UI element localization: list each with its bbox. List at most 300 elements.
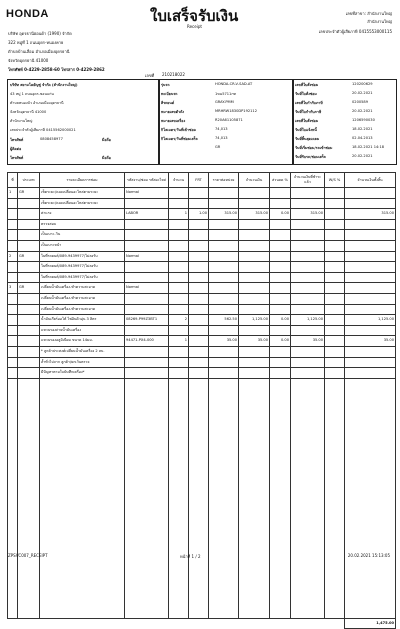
table-cell: ตรวจสอบ (40, 219, 125, 230)
table-cell (239, 304, 270, 315)
table-cell (270, 219, 291, 230)
table-row (8, 262, 396, 273)
table-cell (8, 209, 18, 220)
order-label: วันที่สิ้นสุดเคลม (295, 137, 320, 141)
table-cell (18, 304, 40, 315)
table-cell (209, 219, 239, 230)
table-cell (291, 283, 325, 294)
table-cell: 08269-P99Z3BT1 (125, 315, 169, 326)
table-cell (209, 230, 239, 241)
col-header: ส่วนลด % (270, 173, 291, 188)
table-row (8, 188, 396, 199)
vehicle-value: 74,013 (215, 136, 228, 140)
table-cell (189, 188, 209, 199)
company-line: บริษัท อุดรธานีฮอนด้า (1990) จำกัด (8, 31, 72, 36)
table-row (8, 230, 396, 241)
table-cell: น้ำมันเกียร์ออโต้ ไฟอินดิวอุ่น 3 ลิตร (40, 315, 125, 326)
table-cell (8, 346, 18, 357)
table-cell (8, 325, 18, 336)
table-cell (239, 240, 270, 251)
table-cell (345, 240, 396, 251)
table-cell (345, 293, 396, 304)
table-cell (291, 346, 325, 357)
table-cell (291, 304, 325, 315)
table-cell (18, 368, 40, 379)
order-value: 02.04.2013 (352, 136, 373, 140)
customer-line: สำนักงานใหญ่ (10, 119, 33, 123)
table-cell: เป็นเบาะหน้า (40, 240, 125, 251)
table-cell (270, 230, 291, 241)
table-cell (270, 272, 291, 283)
company-line: จังหวัดอุดรธานี 41000 (8, 58, 49, 63)
table-cell (125, 293, 169, 304)
table-cell (189, 230, 209, 241)
table-cell: ค่าแรง (40, 209, 125, 220)
table-row (8, 325, 396, 336)
table-cell (209, 357, 239, 368)
table-cell (291, 251, 325, 262)
col-header: ที่ (8, 173, 18, 188)
customer-line: ตำบลหนองบัว อำเภอเมืองอุดรธานี (10, 101, 64, 105)
table-cell (189, 336, 209, 347)
table-cell (325, 209, 345, 220)
col-header: จำนวน (169, 173, 189, 188)
table-row (8, 368, 396, 379)
table-cell (125, 368, 169, 379)
table-cell (169, 357, 189, 368)
table-cell (189, 240, 209, 251)
table-cell (209, 272, 239, 283)
order-value: 20.02.2021 (352, 91, 373, 95)
table-cell (125, 198, 169, 209)
table-cell: 1,125.00 (345, 315, 396, 326)
table-cell: 2 (169, 315, 189, 326)
col-header: ราคาต่อหน่วย (209, 173, 239, 188)
table-cell (239, 368, 270, 379)
table-cell (189, 357, 209, 368)
table-cell: แหวนรองถ่ายน้ำมันเครื่อง (40, 325, 125, 336)
table-cell (169, 272, 189, 283)
order-label: วันที่เริ่มซ่อม/รถเข้าซ่อม (295, 146, 333, 150)
document-subtitle: Receipt (187, 24, 202, 29)
table-cell (18, 293, 40, 304)
col-header: ประเภท (18, 173, 40, 188)
table-cell: GR (18, 251, 40, 262)
table-cell (239, 219, 270, 230)
table-row (8, 240, 396, 251)
page-number: หน้าที่ 1 / 2 (180, 554, 201, 559)
table-cell (189, 219, 209, 230)
table-cell (209, 346, 239, 357)
table-cell: ล้ำทั่วไปจาก ลูกค้า/ยกเว้นตรวจ (40, 357, 125, 368)
table-row (8, 198, 396, 209)
table-cell (270, 357, 291, 368)
table-cell (345, 219, 396, 230)
table-cell (169, 283, 189, 294)
table-cell (189, 283, 209, 294)
document-title: ใบเสร็จรับเงิน (150, 9, 239, 25)
table-cell: 0.00 (270, 209, 291, 220)
table-cell: 2 (8, 251, 18, 262)
table-cell (8, 357, 18, 368)
doc-no: 210218022 (162, 72, 185, 77)
table-cell (18, 262, 40, 273)
branch-line: เลขที่สาขา: สำนักงานใหญ่ (345, 11, 392, 16)
table-cell (189, 262, 209, 273)
table-cell (18, 240, 40, 251)
table-cell (125, 325, 169, 336)
table-cell (291, 272, 325, 283)
table-cell (8, 293, 18, 304)
table-cell: 1 (8, 188, 18, 199)
table-cell (270, 368, 291, 379)
order-label: วันที่รับรถ/ซ่อมเสร็จ (295, 155, 326, 159)
contact-label: ผู้ติดต่อ (10, 147, 22, 151)
customer-line: 43 หมู่ 1 ถนนอุดร-ขอนแก่น (10, 92, 54, 96)
table-cell (325, 346, 345, 357)
table-cell: 1 (169, 209, 189, 220)
table-cell (189, 198, 209, 209)
table-cell (8, 272, 18, 283)
table-cell: Normal (125, 283, 169, 294)
vehicle-value: HONDA-CR-V-SAD-AT (215, 82, 253, 86)
table-cell (169, 325, 189, 336)
table-cell (270, 262, 291, 273)
table-cell (18, 230, 40, 241)
table-cell (169, 219, 189, 230)
table-cell (325, 262, 345, 273)
table-row (8, 304, 396, 315)
table-cell: 3 (8, 283, 18, 294)
table-cell (18, 357, 40, 368)
table-cell (189, 325, 209, 336)
phone-label: โทรศัพท์ (10, 138, 24, 142)
table-cell (125, 230, 169, 241)
table-cell: เช็คระยะ/ถอดเปลี่ยนอะไหล่ตามระยะ (40, 188, 125, 199)
table-cell (270, 325, 291, 336)
table-cell (125, 304, 169, 315)
table-cell: GR (18, 283, 40, 294)
table-row (8, 293, 396, 304)
table-cell (169, 293, 189, 304)
table-cell (325, 240, 345, 251)
table-cell (209, 198, 239, 209)
table-cell (125, 262, 169, 273)
table-row (8, 283, 396, 294)
table-cell (239, 325, 270, 336)
table-cell: 35.00 (291, 336, 325, 347)
table-cell (125, 346, 169, 357)
customer-line: บริษัท สยามโคยัญชู่ จำกัด (สำนักงานใหญ่) (10, 83, 78, 87)
table-cell (239, 293, 270, 304)
table-cell (169, 262, 189, 273)
table-cell: Normal (125, 251, 169, 262)
table-row (8, 315, 396, 326)
table-cell (270, 188, 291, 199)
table-cell: 562.50 (209, 315, 239, 326)
table-cell (325, 230, 345, 241)
customer-line: เลขประจำตัวผู้เสียภาษี 0415562000021 (10, 128, 76, 132)
table-cell (291, 325, 325, 336)
table-cell (189, 315, 209, 326)
table-cell: 0.00 (270, 336, 291, 347)
table-cell: แหวนรองอลูมิเนียม ขนาด 14มม. (40, 336, 125, 347)
col-header: จำนวนเงินที่ชำระแล้ว (291, 173, 325, 188)
col-header: จำนวนเงิน (239, 173, 270, 188)
table-cell (345, 262, 396, 273)
order-label: วันที่ใบแจ้งหนี้ (295, 128, 317, 132)
order-label: เลขที่ใบสั่งซ่อม (295, 83, 319, 87)
table-filler-row (8, 378, 396, 618)
table-cell (291, 240, 325, 251)
table-cell (270, 283, 291, 294)
table-row (8, 357, 396, 368)
table-cell: มีปัญหาตามใบบันทึกเครื่อง* (40, 368, 125, 379)
col-header: FRT (189, 173, 209, 188)
table-cell (189, 272, 209, 283)
table-cell (8, 315, 18, 326)
table-cell (189, 368, 209, 379)
table-cell (270, 240, 291, 251)
table-cell (325, 304, 345, 315)
table-cell (325, 251, 345, 262)
table-cell: 315.00 (291, 209, 325, 220)
vehicle-status: GR (215, 145, 221, 149)
table-cell: Normal (125, 188, 169, 199)
table-cell (18, 209, 40, 220)
table-cell (125, 272, 169, 283)
table-cell (169, 368, 189, 379)
table-cell (18, 325, 40, 336)
table-cell: LABOR (125, 209, 169, 220)
table-cell (209, 304, 239, 315)
order-label: วันที่ใบสั่งซ่อม (295, 92, 317, 96)
table-cell (189, 304, 209, 315)
table-cell (169, 188, 189, 199)
table-cell (189, 251, 209, 262)
table-cell (291, 198, 325, 209)
vehicle-value: 74,013 (215, 127, 228, 131)
table-cell: 1.00 (189, 209, 209, 220)
vehicle-value: GRAY-PMM (215, 100, 234, 104)
company-line: 322 หมู่ที่ 1 ถนนอุดร-หนองคาย (8, 40, 64, 45)
table-cell (169, 251, 189, 262)
table-cell (209, 368, 239, 379)
table-cell (18, 315, 40, 326)
vehicle-label: หมายเลขตัวถัง (161, 110, 185, 114)
table-cell (8, 368, 18, 379)
table-cell (18, 336, 40, 347)
table-cell (325, 357, 345, 368)
table-cell (345, 283, 396, 294)
order-label: เลขที่ใบกำกับภาษี (295, 101, 323, 105)
order-value: 18.02.2021 (352, 127, 373, 131)
col-header: จำนวนเงินทั้งสิ้น (345, 173, 396, 188)
table-cell (291, 188, 325, 199)
table-row (8, 336, 396, 347)
table-cell (8, 219, 18, 230)
table-cell (239, 283, 270, 294)
table-cell: ในที่รถยนต์/089-9439977/ไม่ลงรับ (40, 251, 125, 262)
order-value: 0200589 (352, 100, 369, 104)
table-cell: เปลี่ยนน้ำมันเครื่อง-ทำความสะอาด (40, 283, 125, 294)
table-row (8, 219, 396, 230)
table-cell (325, 293, 345, 304)
table-cell (345, 251, 396, 262)
table-cell (270, 346, 291, 357)
table-cell (239, 262, 270, 273)
table-cell (209, 251, 239, 262)
table-cell (325, 315, 345, 326)
table-cell (345, 198, 396, 209)
table-cell (325, 198, 345, 209)
table-cell (8, 304, 18, 315)
table-cell (18, 219, 40, 230)
printed-timestamp: 20.02.2021 15:13:05 (347, 553, 390, 558)
table-row (8, 272, 396, 283)
table-cell (325, 188, 345, 199)
table-cell (325, 219, 345, 230)
table-cell (189, 346, 209, 357)
table-cell: 315.00 (209, 209, 239, 220)
order-label: เลขที่ใบสั่งซ่อม (295, 119, 319, 123)
vehicle-label: รุ่นรถ (161, 83, 170, 87)
table-cell (325, 272, 345, 283)
table-cell: 1,125.00 (291, 315, 325, 326)
table-cell: 94471-PX4-000 (125, 336, 169, 347)
table-cell (239, 188, 270, 199)
table-cell (325, 325, 345, 336)
col-header: รหัสงาน/ซ่อม รหัสอะไหล่ (125, 173, 169, 188)
table-cell (169, 346, 189, 357)
table-cell (209, 325, 239, 336)
table-row (8, 209, 396, 220)
col-header: W/S % (325, 173, 345, 188)
col-header: รายละเอียดการซ่อม (40, 173, 125, 188)
table-cell (18, 272, 40, 283)
table-cell (8, 230, 18, 241)
table-cell: 315.00 (239, 209, 270, 220)
table-cell (239, 272, 270, 283)
tax-id-line: เลขประจำตัวผู้เสียภาษี 0415553000115 (318, 29, 392, 34)
table-cell (209, 283, 239, 294)
vehicle-label: สีรถยนต์ (161, 101, 175, 105)
total-row (8, 618, 396, 629)
table-header-row (8, 173, 396, 188)
table-cell (209, 293, 239, 304)
table-cell (325, 283, 345, 294)
table-cell (209, 240, 239, 251)
grand-total: 1,475.00 (345, 618, 396, 629)
table-cell (18, 346, 40, 357)
table-cell (345, 325, 396, 336)
honda-logo: HONDA (6, 8, 49, 20)
order-label: วันที่ใบกำกับภาษี (295, 110, 322, 114)
table-cell (125, 240, 169, 251)
doc-no-label: เลขที่ (145, 73, 155, 78)
items-table (7, 172, 396, 629)
table-cell: 0.00 (270, 315, 291, 326)
table-cell: 315.00 (345, 209, 396, 220)
table-cell (345, 230, 396, 241)
table-cell: 1,125.00 (239, 315, 270, 326)
table-cell (125, 219, 169, 230)
table-cell (239, 357, 270, 368)
order-value: 20.02.2021 (352, 154, 373, 158)
vehicle-label: กิโลเมตร/วันที่ซ่อมเสร็จ (161, 137, 198, 141)
table-cell (291, 293, 325, 304)
table-cell (8, 198, 18, 209)
table-cell: 35.00 (239, 336, 270, 347)
mobile-label: มือถือ (102, 138, 111, 142)
table-cell (345, 357, 396, 368)
table-cell (325, 368, 345, 379)
table-cell (291, 368, 325, 379)
order-value: 1206590030 (352, 118, 375, 122)
table-cell (239, 346, 270, 357)
table-cell (125, 357, 169, 368)
table-cell (345, 304, 396, 315)
table-cell (345, 368, 396, 379)
order-value: 18.02.2021 14:18 (352, 145, 385, 149)
table-cell (8, 336, 18, 347)
vehicle-value: 1ขฉ5711กท (215, 92, 236, 96)
table-cell (239, 230, 270, 241)
table-cell (345, 272, 396, 283)
table-cell: เช็คระยะ/ถอดเปลี่ยนอะไหล่ตามระยะ (40, 198, 125, 209)
contact-mobile-label: มือถือ (102, 156, 111, 160)
contact-phone-label: โทรศัพท์ (10, 156, 24, 160)
table-cell (291, 230, 325, 241)
table-cell (169, 230, 189, 241)
table-cell: * ลูกค้าประสงค์เปลี่ยนน้ำมันเครื่อง 2 ลบ. (40, 346, 125, 357)
table-row (8, 346, 396, 357)
table-cell: เป็นเบาะ-วิน (40, 230, 125, 241)
company-line: ตำบลบ้านเลื่อม อำเภอเมืองอุดรธานี (8, 49, 70, 54)
table-cell (189, 293, 209, 304)
form-code: ZPSVC007_RECEIPT (8, 553, 48, 558)
table-cell (270, 304, 291, 315)
table-cell (169, 198, 189, 209)
table-cell (8, 262, 18, 273)
table-cell (270, 251, 291, 262)
order-value: 120200629 (352, 82, 373, 86)
vehicle-label: ทะเบียนรถ (161, 92, 178, 96)
customer-line: จังหวัดอุดรธานี 41000 (10, 110, 47, 114)
table-cell: เปลี่ยนน้ำมันเครื่อง-ทำความสะอาด (40, 293, 125, 304)
table-cell: GR (18, 188, 40, 199)
phone-value: 0808458977 (40, 137, 63, 141)
table-cell: 1 (169, 336, 189, 347)
table-cell (270, 198, 291, 209)
company-line: โทรศัพท์ 0-4229-2858-60 โทรสาร 0-4229-2862 (8, 67, 105, 72)
table-cell (291, 357, 325, 368)
table-cell (291, 219, 325, 230)
table-cell (18, 198, 40, 209)
table-cell (270, 293, 291, 304)
table-cell: ในที่รถยนต์/089-9439977/ไม่ลงรับ (40, 272, 125, 283)
table-cell (345, 346, 396, 357)
table-cell (239, 198, 270, 209)
table-cell: ในที่รถยนต์/089-9439977/ไม่ลงรับ (40, 262, 125, 273)
vehicle-label: หมายเลขเครื่อง (161, 119, 186, 123)
branch-value: สำนักงานใหญ่ (367, 19, 392, 24)
vehicle-label: กิโลเมตร/วันที่เข้าซ่อม (161, 128, 196, 132)
vehicle-value: MRHRW1830DP192112 (215, 109, 258, 113)
vehicle-value: R20A61105871 (215, 118, 243, 122)
table-cell (291, 262, 325, 273)
table-cell: เปลี่ยนน้ำมันเครื่อง-ทำความสะอาด (40, 304, 125, 315)
